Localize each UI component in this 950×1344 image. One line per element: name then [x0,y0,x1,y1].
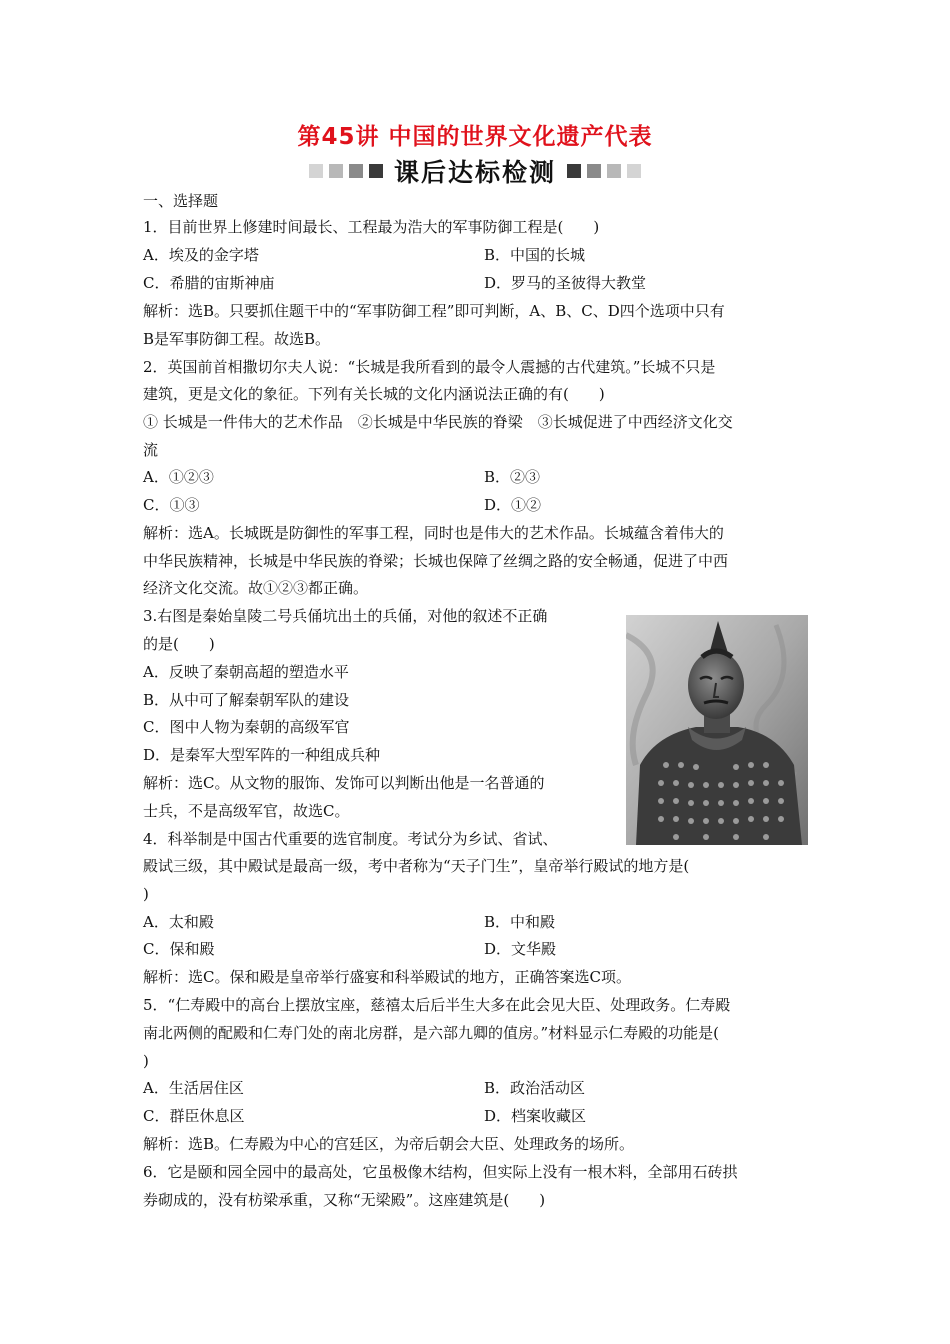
q5-stem-line: 5．“仁寿殿中的高台上摆放宝座，慈禧太后后半生大多在此会见大臣、处理政务。仁寿殿 [143,996,731,1014]
banner-title: 课后达标检测 [393,158,556,187]
q5-option-c: C．群臣休息区 [143,1107,245,1125]
q3-stem-line: 3.右图是秦始皇陵二号兵俑坑出土的兵俑，对他的叙述不正确 [143,607,548,625]
banner-square [587,164,601,178]
q1-option-d: D．罗马的圣彼得大教堂 [484,274,647,292]
q1-option-a: A．埃及的金字塔 [143,246,259,264]
q5-option-d: D．档案收藏区 [484,1107,587,1125]
q3-option-b: B．从中可了解秦朝军队的建设 [143,691,350,709]
q1-option-b: B．中国的长城 [484,246,586,264]
q3-explanation-line: 解析：选C。从文物的服饰、发饰可以判断出他是一名普通的 [143,774,545,792]
q1-explanation-line: 解析：选B。只要抓住题干中的“军事防御工程”即可判断，A、B、C、D四个选项中只有 [143,302,725,320]
q2-stem-line: 建筑，更是文化的象征。下列有关长城的文化内涵说法正确的有( ) [143,385,605,403]
banner-square [567,164,581,178]
q1-explanation-line: B是军事防御工程。故选B。 [143,330,331,348]
q2-option-d: D．①② [484,496,542,514]
banner-square [607,164,621,178]
q6-stem-line: 券砌成的，没有枋梁承重，又称“无梁殿”。这座建筑是( ) [143,1191,546,1209]
q3-option-c: C．图中人物为秦朝的高级军官 [143,718,350,736]
q4-option-d: D．文华殿 [484,940,557,958]
q2-explanation-line: 解析：选A。长城既是防御性的军事工程，同时也是伟大的艺术作品。长城蕴含着伟大的 [143,524,724,542]
q1-option-c: C．希腊的宙斯神庙 [143,274,275,292]
q3-option-a: A．反映了秦朝高超的塑造水平 [143,663,349,681]
terracotta-warrior-illustration [626,615,808,845]
q2-option-c: C．①③ [143,496,200,514]
q5-option-b: B．政治活动区 [484,1079,586,1097]
q2-stem-line: 2．英国前首相撒切尔夫人说：“长城是我所看到的最令人震撼的古代建筑。”长城不只是 [143,358,716,376]
terracotta-warrior-photo [626,615,808,845]
q5-stem-line: 南北两侧的配殿和仁寿门处的南北房群，是六部九卿的值房。”材料显示仁寿殿的功能是( [143,1024,720,1042]
lesson-title: 第45讲 中国的世界文化遗产代表 [297,124,653,150]
q4-option-a: A．太和殿 [143,913,214,931]
q2-statements-line: ① 长城是一件伟大的艺术作品 ②长城是中华民族的脊梁 ③长城促进了中西经济文化交 [143,413,733,431]
q2-statements-line: 流 [143,441,159,459]
q2-explanation-line: 中华民族精神，长城是中华民族的脊梁；长城也保障了丝绸之路的安全畅通，促进了中西 [143,552,729,570]
q2-option-a: A．①②③ [143,468,214,486]
q4-option-c: C．保和殿 [143,940,215,958]
q4-stem-line: 殿试三级，其中殿试是最高一级，考中者称为“天子门生”，皇帝举行殿试的地方是( [143,857,690,875]
banner-square [349,164,363,178]
banner-square [627,164,641,178]
section-banner [290,156,660,186]
q3-stem-line: 的是( ) [143,635,215,653]
q4-stem-line: ) [143,885,149,903]
section-heading: 一、选择题 [143,192,219,210]
q4-explanation-line: 解析：选C。保和殿是皇帝举行盛宴和科举殿试的地方，正确答案选C项。 [143,968,631,986]
banner-square [369,164,383,178]
q5-stem-line: ) [143,1052,149,1070]
q1-stem: 1．目前世界上修建时间最长、工程最为浩大的军事防御工程是( ) [143,218,600,236]
q5-option-a: A．生活居住区 [143,1079,244,1097]
q5-explanation-line: 解析：选B。仁寿殿为中心的宫廷区，为帝后朝会大臣、处理政务的场所。 [143,1135,635,1153]
q4-stem-line: 4．科举制是中国古代重要的选官制度。考试分为乡试、省试、 [143,830,558,848]
q2-explanation-line: 经济文化交流。故①②③都正确。 [143,579,369,597]
banner-square [329,164,343,178]
q4-option-b: B．中和殿 [484,913,556,931]
q6-stem-line: 6．它是颐和园全园中的最高处，它虽极像木结构，但实际上没有一根木料，全部用石砖拱 [143,1163,738,1181]
banner-square [309,164,323,178]
q3-option-d: D．是秦军大型军阵的一种组成兵种 [143,746,381,764]
q3-explanation-line: 士兵，不是高级军官，故选C。 [143,802,350,820]
q2-option-b: B．②③ [484,468,541,486]
